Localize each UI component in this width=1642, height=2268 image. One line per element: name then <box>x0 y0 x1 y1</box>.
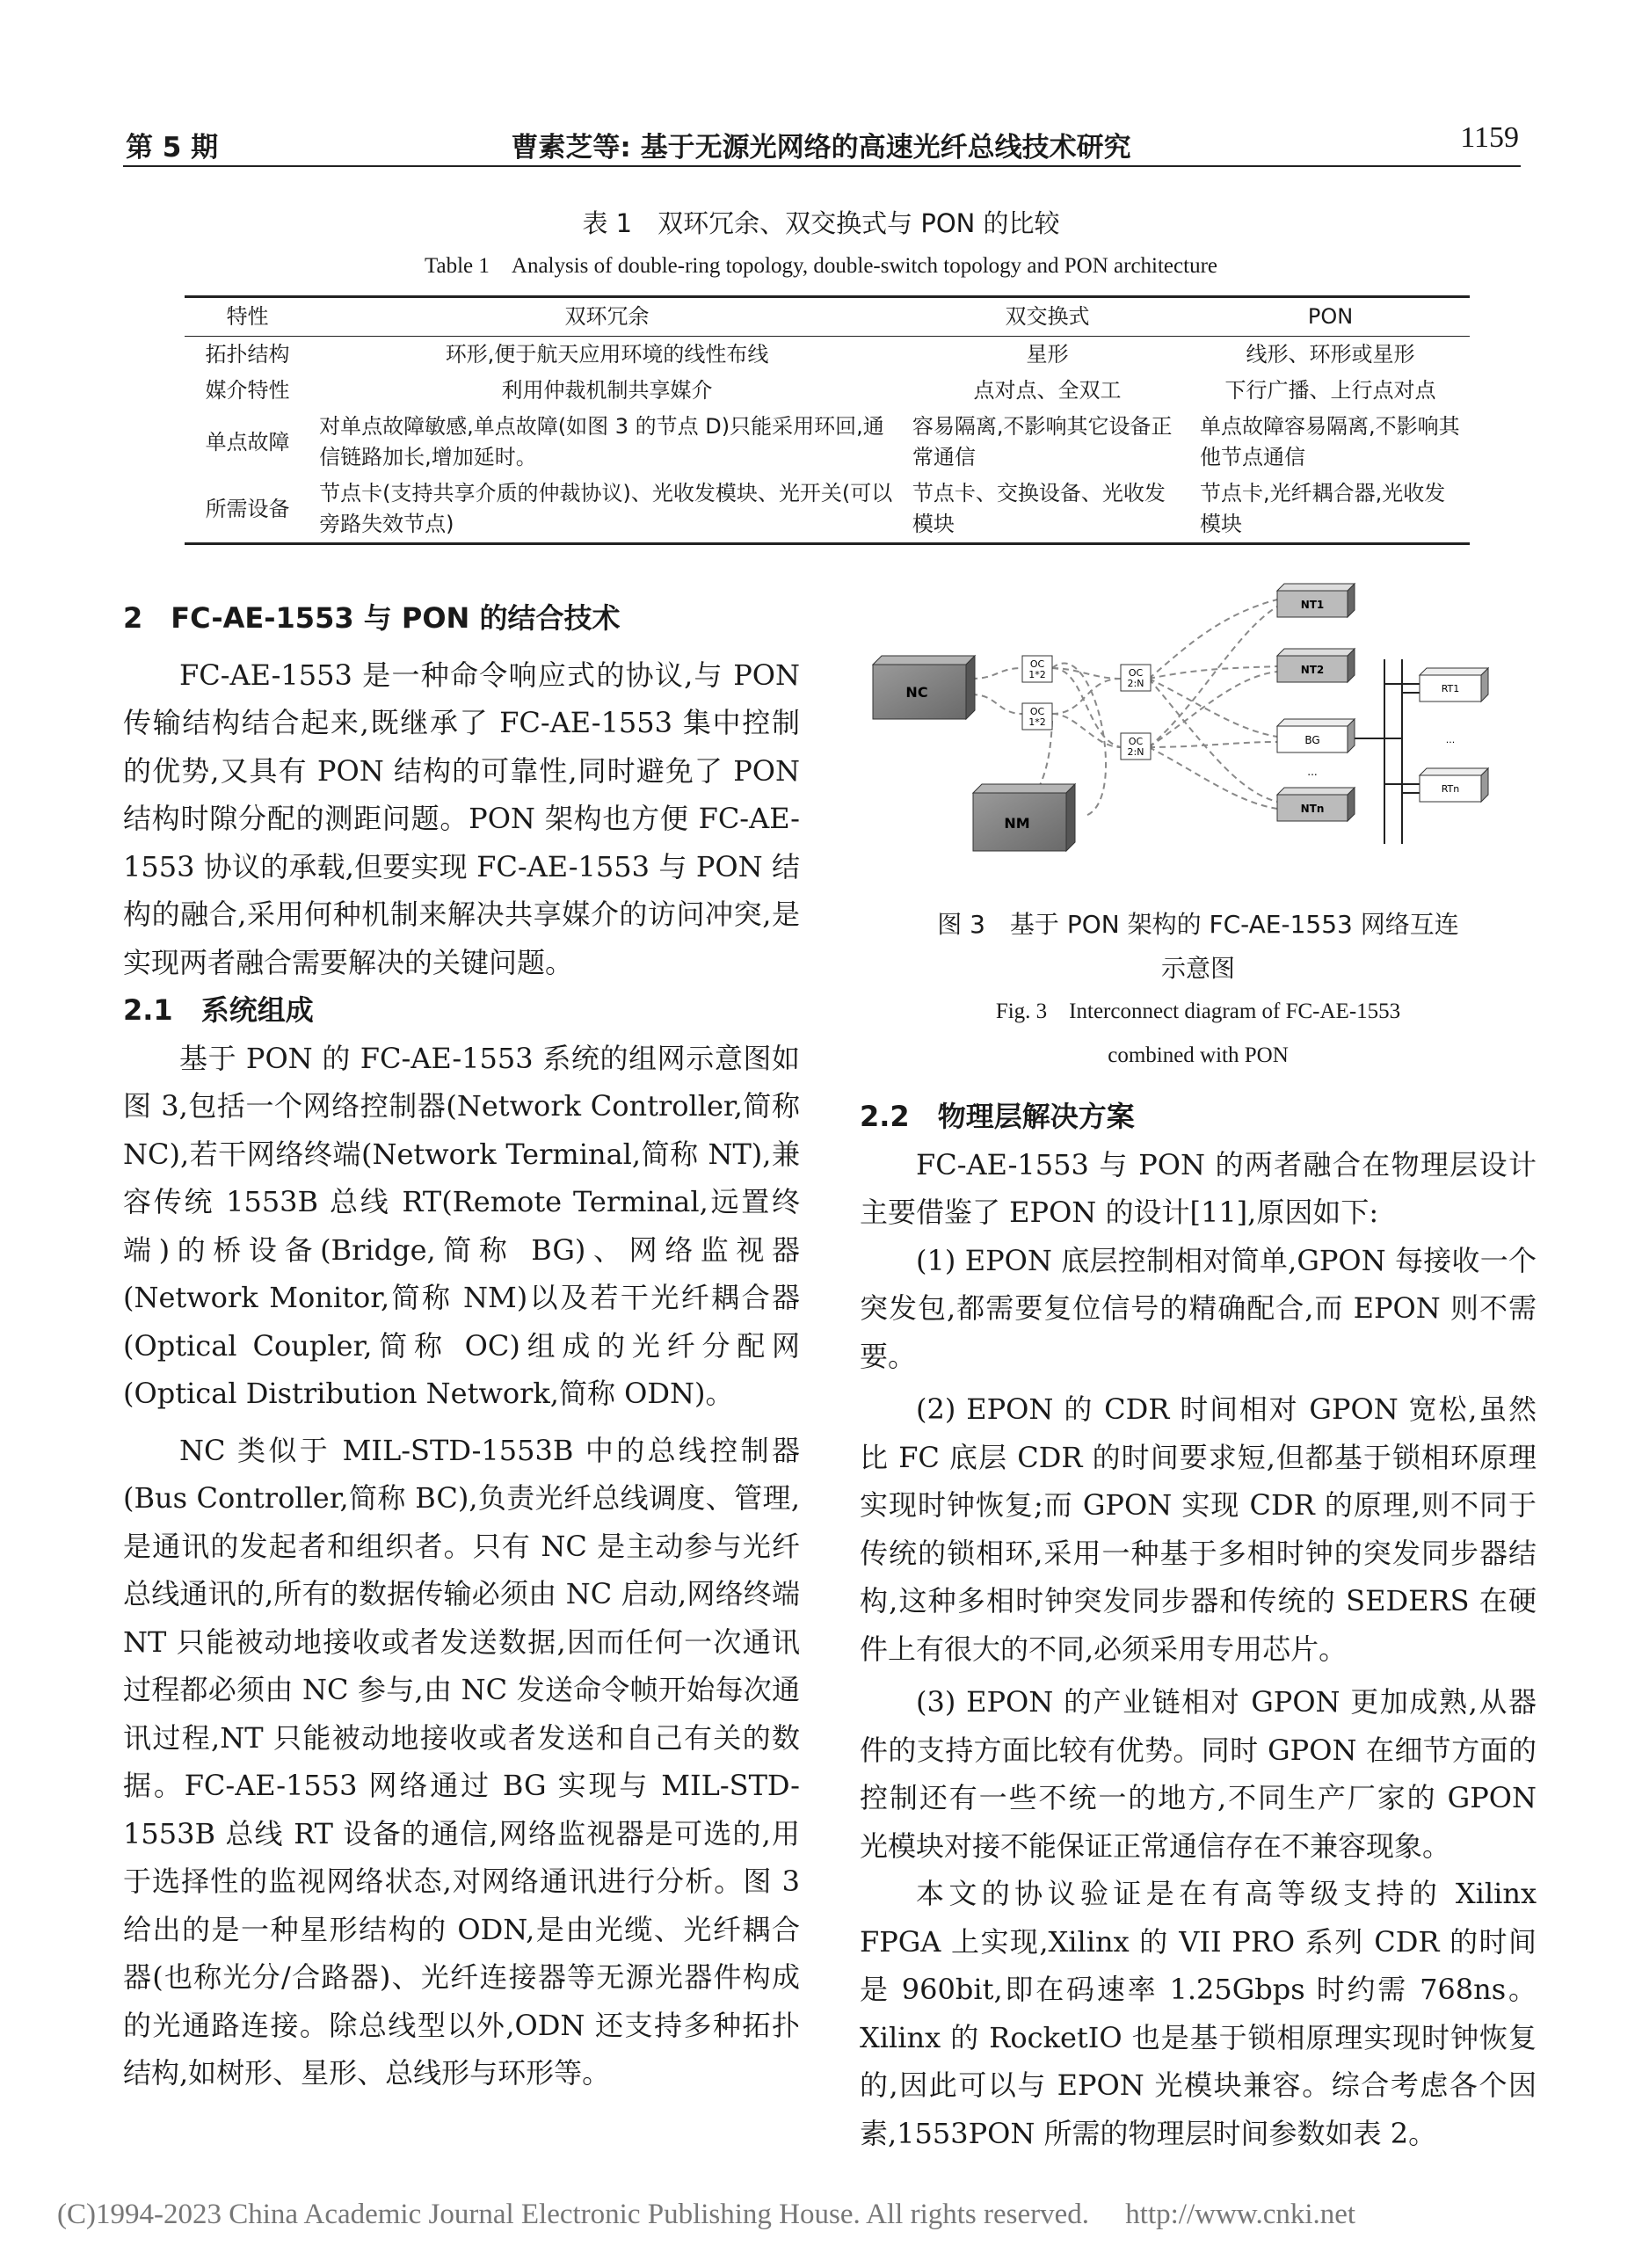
table-cell: 所需设备 <box>185 476 310 544</box>
oc-label: OC <box>1029 658 1045 670</box>
table-row <box>185 337 1470 374</box>
table-header-cell: 双交换式 <box>904 297 1191 337</box>
table-cell: 线形、环形或星形 <box>1246 342 1415 367</box>
table-cell: 节点卡(支持共享介质的仲裁协议)、光收发模块、光开关(可以旁路失效节点) <box>310 476 904 544</box>
table-cell: 单点故障容易隔离,不影响其他节点通信 <box>1200 414 1460 469</box>
table-cell: 利用仲裁机制共享媒介 <box>501 378 713 403</box>
table-caption-en: Table 1 Analysis of double-ring topology, double-switch topology and PON architecture <box>424 254 1217 278</box>
nc-label: NC <box>905 684 928 701</box>
table-header-row <box>185 297 1470 337</box>
oc-ratio: 1*2 <box>1028 669 1046 680</box>
table-cell: 下行广播、上行点对点 <box>1224 378 1436 403</box>
table-header-cell: PON <box>1191 297 1470 337</box>
table-row <box>185 476 1470 544</box>
paragraph: 基于 PON 的 FC-AE-1553 系统的组网示意图如图 3,包括一个网络控制器(Network Controller,简称 NC),若干网络终端(Network Terminal,简称 NT),兼容传统 1553B 总线 RT(Remote Terminal,远置终端)的桥设备(Bridge,简称 BG)、网络监视器(Network Monitor,简称 NM)以及若干光纤耦合器(Optical Coupler,简称 OC)组成的光纤分配网(Optical Distribution Network,简称 ODN)。 <box>123 1041 800 1410</box>
nm-node <box>973 784 1075 851</box>
oc-ratio: 2:N <box>1127 678 1144 689</box>
table-row <box>185 373 1470 409</box>
table-cell: 环形,便于航天应用环境的线性布线 <box>445 342 769 367</box>
nc-node <box>873 656 975 719</box>
paragraph: (2) EPON 的 CDR 时间相对 GPON 宽松,虽然比 FC 底层 CDR 的时间要求短,但都基于锁相环原理实现时钟恢复;而 GPON 实现 CDR 的原理,则不同于传统的锁相环,采用一种基于多相时钟的突发同步器结构,这种多相时钟突发同步器和传统的 SEDERS 在硬件上有很大的不同,必须采用专用芯片。 <box>860 1392 1537 1666</box>
table-caption-cn: 表 1 双环冗余、双交换式与 PON 的比较 <box>582 208 1060 238</box>
bg-label: BG <box>1304 734 1320 746</box>
paragraph: (3) EPON 的产业链相对 GPON 更加成熟,从器件的支持方面比较有优势。同时 GPON 在细节方面的控制还有一些不统一的地方,不同生产厂家的 GPON 光模块对接不能保证正常通信存在不兼容现象。 <box>860 1685 1537 1863</box>
ellipsis: ... <box>1307 766 1318 778</box>
rt1-label: RT1 <box>1441 683 1460 694</box>
page-number: 1159 <box>1460 121 1519 154</box>
table-cell: 节点卡,光纤耦合器,光收发模块 <box>1191 476 1470 544</box>
table-row <box>185 409 1470 476</box>
oc-label: OC <box>1128 667 1144 679</box>
oc-ratio: 2:N <box>1127 746 1144 758</box>
table-header-cell: 特性 <box>185 297 310 337</box>
figure-caption-cn-line: 图 3 基于 PON 架构的 FC-AE-1553 网络互连 <box>937 910 1459 939</box>
copyright-footer: (C)1994-2023 China Academic Journal Electronic Publishing House. All rights reserved. http://www.cnki.net <box>57 2199 1356 2230</box>
paragraph: NC 类似于 MIL-STD-1553B 中的总线控制器(Bus Controller,简称 BC),负责光纤总线调度、管理,是通讯的发起者和组织者。只有 NC 是主动参与光纤总线通讯的,所有的数据传输必须由 NC 启动,网络终端 NT 只能被动地接收或者发送数据,因而任何一次通讯过程都必须由 NC 参与,由 NC 发送命令帧开始每次通讯过程,NT 只能被动地接收或者发送和自己有关的数据。FC-AE-1553 网络通过 BG 实现与 MIL-STD-1553B 总线 RT 设备的通信,网络监视器是可选的,用于选择性的监视网络状态,对网络通讯进行分析。图 3 给出的是一种星形结构的 ODN,是由光缆、光纤耦合器(也称光分/合路器)、光纤连接器等无源光器件构成的光通路连接。除总线型以外,ODN 还支持多种拓扑结构,如树形、星形、总线形与环形等。 <box>123 1433 800 2090</box>
table-cell: 星形 <box>1026 342 1069 367</box>
subsection-heading: 2.2 物理层解决方案 <box>860 1100 1135 1133</box>
rtn-label: RTn <box>1441 783 1460 795</box>
oc-ratio: 1*2 <box>1028 716 1046 728</box>
table-header-cell: 双环冗余 <box>310 297 904 337</box>
paragraph: 本文的协议验证是在有高等级支持的 Xilinx FPGA 上实现,Xilinx 的 VII PRO 系列 CDR 的时间是 960bit,即在码速率 1.25Gbps 时约需 768ns。Xilinx 的 RocketIO 也是基于锁相原理实现时钟恢复的,因此可以与 EPON 光模块兼容。综合考虑各个因素,1553PON 所需的物理层时间参数如表 2。 <box>860 1877 1537 2150</box>
nm-label: NM <box>1004 815 1030 832</box>
remote-terminals <box>1420 668 1488 802</box>
journal-issue: 第 5 期 <box>126 132 219 164</box>
figure-caption-en <box>860 990 1537 1078</box>
table-cell: 点对点、全双工 <box>973 378 1122 403</box>
table-cell: 对单点故障敏感,单点故障(如图 3 的节点 D)只能采用环回,通信链路加长,增加延时。 <box>319 414 884 469</box>
fiber-links <box>971 600 1277 816</box>
left-column <box>123 594 800 2097</box>
figure-caption-en-line: combined with PON <box>1108 1043 1289 1067</box>
table-cell: 节点卡、交换设备、光收发模块 <box>904 476 1191 544</box>
section-heading: 2 FC-AE-1553 与 PON 的结合技术 <box>123 601 621 635</box>
paragraph: (1) EPON 底层控制相对简单,GPON 每接收一个突发包,都需要复位信号的精确配合,而 EPON 则不需要。 <box>860 1243 1537 1373</box>
figure-caption-cn <box>860 903 1537 991</box>
rt-bus <box>1348 659 1420 844</box>
figure-caption-cn-line: 示意图 <box>1160 954 1235 983</box>
network-diagram <box>866 580 1534 861</box>
ellipsis: ... <box>1445 734 1456 745</box>
oc-label: OC <box>1029 706 1045 717</box>
right-column <box>860 1093 1537 2157</box>
table-cell: 媒介特性 <box>205 378 290 403</box>
paragraph: FC-AE-1553 与 PON 的两者融合在物理层设计主要借鉴了 EPON 的设计[11],原因如下: <box>860 1147 1537 1229</box>
nt2-label: NT2 <box>1300 664 1325 676</box>
comparison-table <box>185 295 1470 545</box>
running-title: 曹素芝等: 基于无源光网络的高速光纤总线技术研究 <box>511 132 1131 164</box>
header-divider <box>123 165 1521 167</box>
nt1-label: NT1 <box>1300 599 1325 611</box>
terminal-nodes <box>1277 584 1355 821</box>
oc-label: OC <box>1128 736 1144 747</box>
figure-caption-en-line: Fig. 3 Interconnect diagram of FC-AE-1553 <box>995 1000 1401 1023</box>
table-cell: 容易隔离,不影响其它设备正常通信 <box>912 414 1173 469</box>
table-cell: 拓扑结构 <box>205 342 290 367</box>
ntn-label: NTn <box>1300 803 1325 815</box>
subsection-heading: 2.1 系统组成 <box>123 993 314 1027</box>
paragraph: FC-AE-1553 是一种命令响应式的协议,与 PON 传输结构结合起来,既继承了 FC-AE-1553 集中控制的优势,又具有 PON 结构的可靠性,同时避免了 PON 结构时隙分配的测距问题。PON 架构也方便 FC-AE-1553 协议的承载,但要实现 FC-AE-1553 与 PON 结构的融合,采用何种机制来解决共享媒介的访问冲突,是实现两者融合需要解决的关键问题。 <box>123 658 800 979</box>
table-cell: 单点故障 <box>205 429 290 454</box>
